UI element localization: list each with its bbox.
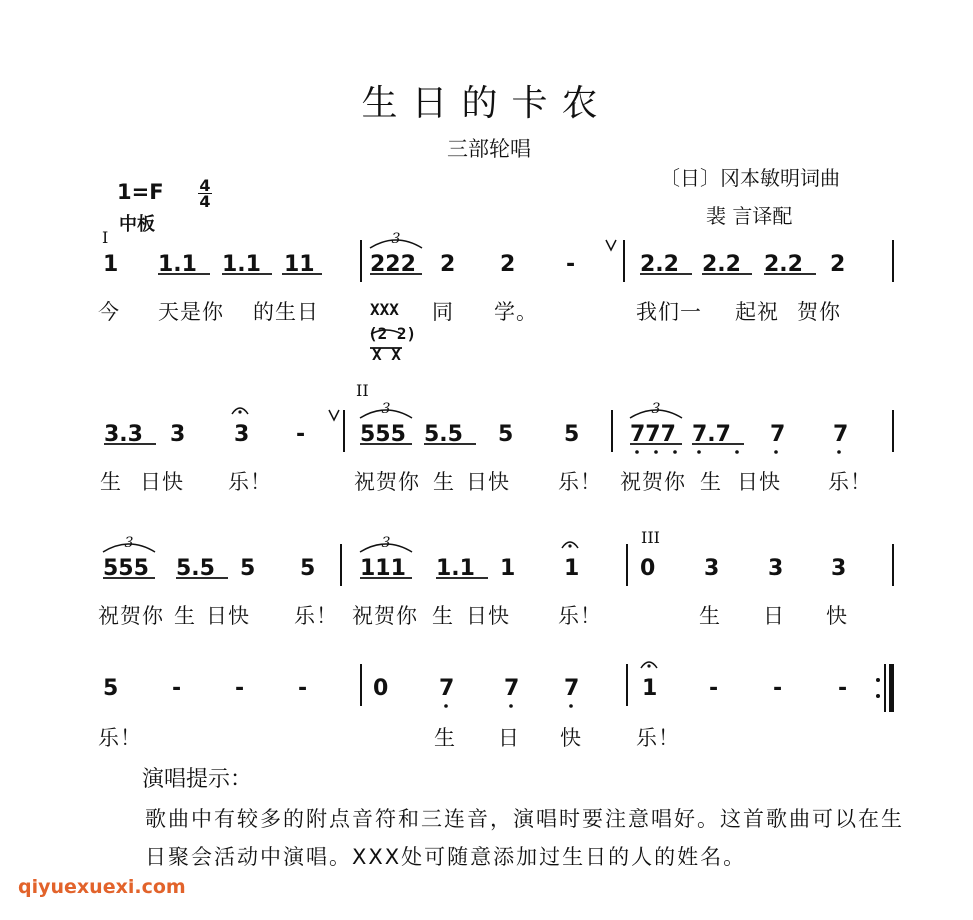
lyric: 日 bbox=[498, 726, 520, 750]
part-marker-1: I bbox=[102, 228, 109, 247]
credit-arranger: 裴 言译配 bbox=[706, 204, 793, 228]
lyric: 日快 bbox=[466, 470, 510, 494]
lyric: 生 bbox=[434, 726, 456, 750]
lyric: 天是你 bbox=[158, 300, 224, 324]
alt-notes: (2 2) bbox=[368, 324, 417, 343]
note: 5 bbox=[498, 422, 514, 447]
fermata-dot bbox=[238, 410, 241, 413]
subtitle: 三部轮唱 bbox=[447, 137, 531, 161]
lyric: 日快 bbox=[140, 470, 184, 494]
note: - bbox=[296, 422, 306, 447]
lyric: 生 bbox=[699, 604, 721, 628]
note: 1.1 bbox=[158, 252, 197, 277]
time-signature-bottom: 4 bbox=[199, 192, 211, 211]
triplet-number: 3 bbox=[651, 401, 661, 417]
time-signature-top: 4 bbox=[199, 176, 211, 195]
lyric: 日快 bbox=[737, 470, 781, 494]
note: 2 bbox=[830, 252, 846, 277]
note: - bbox=[172, 676, 182, 701]
note: 7 bbox=[564, 676, 580, 701]
lyric: 今 bbox=[98, 300, 120, 324]
note: 1 bbox=[103, 252, 119, 277]
note: - bbox=[709, 676, 719, 701]
triplet-slurs bbox=[103, 240, 682, 552]
note: 1.1 bbox=[436, 556, 475, 581]
note: 555 bbox=[360, 422, 406, 447]
note: 3 bbox=[234, 422, 250, 447]
part-marker-3: III bbox=[641, 528, 660, 547]
note: 3 bbox=[170, 422, 186, 447]
note: 5 bbox=[240, 556, 256, 581]
triplet-number: 3 bbox=[381, 401, 391, 417]
note: - bbox=[838, 676, 848, 701]
lyric: 乐！ bbox=[558, 470, 602, 494]
lyric: 我们一 bbox=[636, 300, 702, 324]
lyric: 乐！ bbox=[228, 470, 272, 494]
note: 11 bbox=[284, 252, 315, 277]
lyric: 日快 bbox=[466, 604, 510, 628]
note: 5 bbox=[300, 556, 316, 581]
credit-lyrics-music: 〔日〕冈本敏明词曲 bbox=[660, 166, 840, 190]
note: 1 bbox=[564, 556, 580, 581]
note: 3 bbox=[831, 556, 847, 581]
breath-mark bbox=[329, 410, 339, 420]
note: - bbox=[298, 676, 308, 701]
note: 0 bbox=[373, 676, 389, 701]
lyric: 生 bbox=[433, 470, 455, 494]
lyric: 快 bbox=[560, 726, 582, 750]
note: 0 bbox=[640, 556, 656, 581]
note: 555 bbox=[103, 556, 149, 581]
lyric: 的生日 bbox=[253, 300, 319, 324]
note: 2.2 bbox=[702, 252, 741, 277]
final-barline-thick bbox=[889, 664, 894, 712]
lyric: 生 bbox=[174, 604, 196, 628]
lyric: 快 bbox=[826, 604, 848, 628]
lyric: 生 bbox=[700, 470, 722, 494]
lyric: 同 bbox=[432, 300, 454, 324]
note: 7 bbox=[833, 422, 849, 447]
lyric: 起祝 bbox=[735, 300, 779, 324]
alt-lyrics: X X bbox=[372, 345, 401, 364]
breath-mark bbox=[606, 240, 616, 250]
lyric: 生 bbox=[432, 604, 454, 628]
tips-heading: 演唱提示： bbox=[142, 767, 253, 792]
lyric: 祝贺你 bbox=[620, 470, 686, 494]
fermata-dot bbox=[568, 544, 571, 547]
lyric: 生 bbox=[100, 470, 122, 494]
lyric: 学。 bbox=[494, 300, 538, 324]
lyric: 祝贺你 bbox=[354, 470, 420, 494]
repeat-dot bbox=[876, 694, 880, 698]
lyric: 日快 bbox=[206, 604, 250, 628]
note: 5 bbox=[564, 422, 580, 447]
song-title: 生日的卡农 bbox=[361, 83, 612, 124]
note: 5.5 bbox=[176, 556, 215, 581]
lyric: 乐！ bbox=[828, 470, 872, 494]
note: 777 bbox=[630, 422, 676, 447]
lyric: 乐！ bbox=[558, 604, 602, 628]
note: 3 bbox=[768, 556, 784, 581]
triplet-number: 3 bbox=[391, 231, 401, 247]
note: - bbox=[235, 676, 245, 701]
lyric: 祝贺你 bbox=[98, 604, 164, 628]
note: 7 bbox=[439, 676, 455, 701]
note: 222 bbox=[370, 252, 416, 277]
note: 1.1 bbox=[222, 252, 261, 277]
note: 5.5 bbox=[424, 422, 463, 447]
tempo-marking: 中板 bbox=[119, 214, 155, 235]
watermark-logo: qiyuexuexi.com bbox=[18, 876, 186, 898]
note: 7 bbox=[504, 676, 520, 701]
key-signature: 1=F bbox=[117, 180, 164, 204]
repeat-dot bbox=[876, 678, 880, 682]
note: 111 bbox=[360, 556, 406, 581]
note: 2 bbox=[500, 252, 516, 277]
note: 2 bbox=[440, 252, 456, 277]
note: 5 bbox=[103, 676, 119, 701]
triplet-number: 3 bbox=[124, 535, 134, 551]
note: 2.2 bbox=[640, 252, 679, 277]
lyric: 乐！ bbox=[98, 726, 142, 750]
note: 7.7 bbox=[692, 422, 731, 447]
note: 3.3 bbox=[104, 422, 143, 447]
fermata-dot bbox=[647, 664, 650, 667]
part-marker-2: II bbox=[356, 381, 369, 400]
tips-body: 歌曲中有较多的附点音符和三连音，演唱时要注意唱好。这首歌曲可以在生日聚会活动中演唱。XXX处可随意添加过生日的人的姓名。 bbox=[145, 807, 904, 869]
note: 2.2 bbox=[764, 252, 803, 277]
lyric: 日 bbox=[763, 604, 785, 628]
note: 1 bbox=[642, 676, 658, 701]
note: - bbox=[566, 252, 576, 277]
lyric: 贺你 bbox=[797, 300, 841, 324]
triplet-number: 3 bbox=[381, 535, 391, 551]
note: - bbox=[773, 676, 783, 701]
note: 7 bbox=[770, 422, 786, 447]
lyric: 乐！ bbox=[636, 726, 680, 750]
lyric: 乐！ bbox=[294, 604, 338, 628]
lyric-name-placeholder: XXX bbox=[370, 300, 399, 319]
note: 3 bbox=[704, 556, 720, 581]
note: 1 bbox=[500, 556, 516, 581]
lyric: 祝贺你 bbox=[352, 604, 418, 628]
